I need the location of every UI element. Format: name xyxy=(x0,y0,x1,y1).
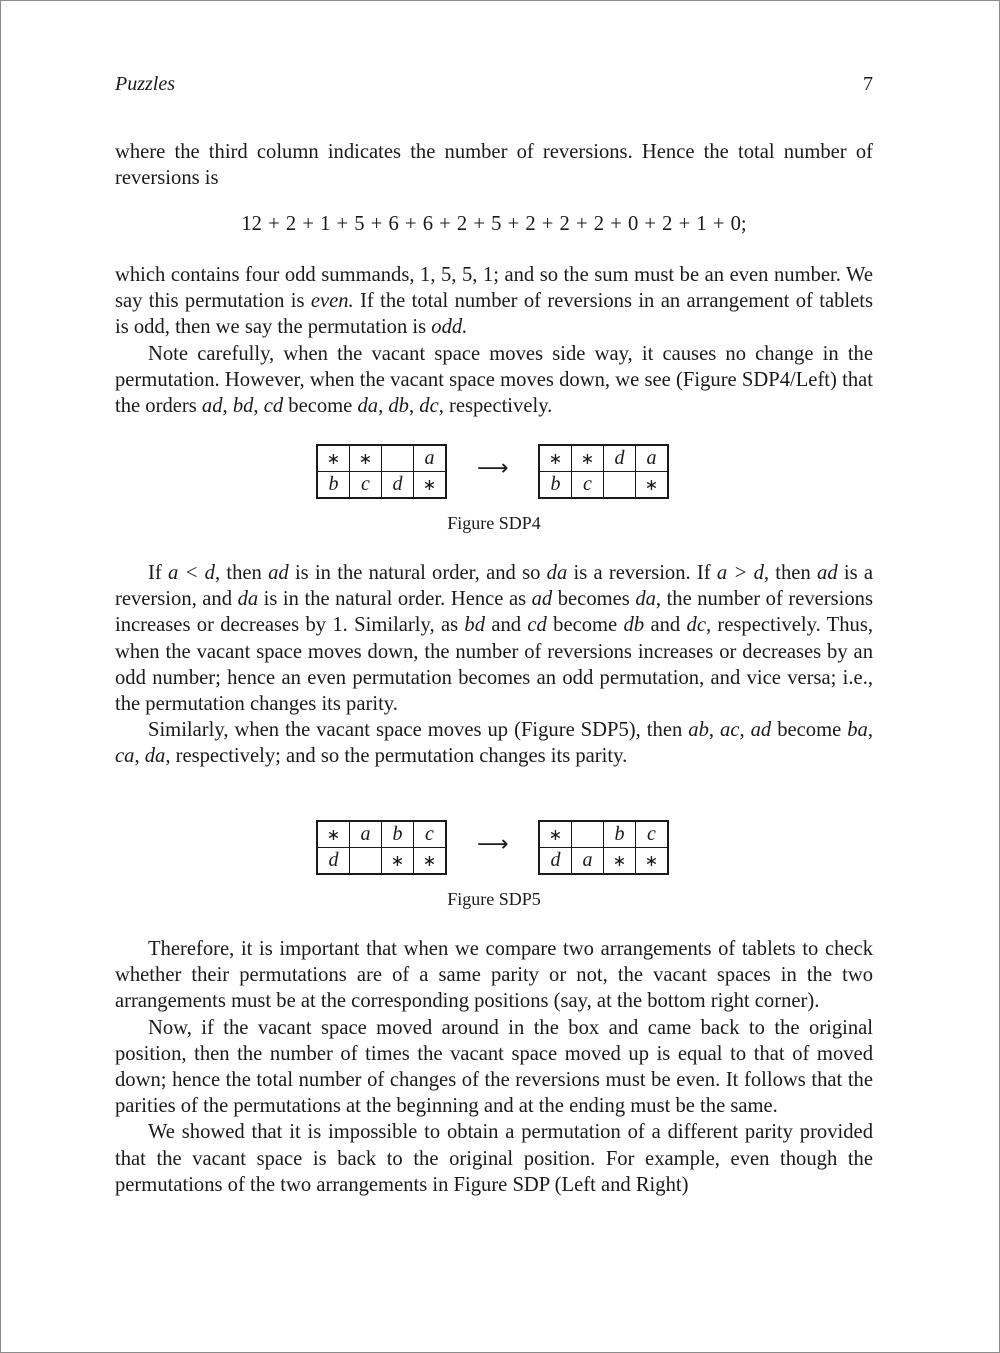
cell: c xyxy=(572,472,604,499)
cell: ∗ xyxy=(382,848,414,875)
paragraph-1 xyxy=(115,139,873,191)
right-arrow-icon: ⟶ xyxy=(477,832,509,857)
header-title: Puzzles xyxy=(115,73,175,95)
figure-sdp5-caption: Figure SDP5 xyxy=(447,889,541,909)
cell: ∗ xyxy=(350,445,382,472)
paragraph-7-text: Now, if the vacant space moved around in the box and came back to the original position, then the number of times the vacant space moved up is equal to that of moved down; hence the total number of changes of the reversions must be even. It follows that the parities of the permutations at the beginning and at the ending must be the same. xyxy=(115,1016,873,1118)
cell xyxy=(604,472,636,499)
cell xyxy=(572,821,604,848)
paragraph-1-text: where the third column indicates the number of reversions. Hence the total number of reversions is xyxy=(115,141,873,190)
paragraph-4 xyxy=(115,560,873,770)
cell xyxy=(382,445,414,472)
cell: ∗ xyxy=(317,821,350,848)
cell: d xyxy=(382,472,414,499)
paragraph-2-text: which contains four odd summands, 1, 5, 5, 1; and so the sum must be an even number. We say this permutation is even. If the total number of reversions in an arrangement of tablets is odd, then we say the permutation is odd. xyxy=(115,264,873,339)
figure-sdp5-right-grid xyxy=(538,820,669,875)
cell: b xyxy=(317,472,350,499)
paragraph-5-text: Similarly, when the vacant space moves up (Figure SDP5), then ab, ac, ad become ba, ca, da, respectively; and so the permutation changes its parity. xyxy=(115,719,873,768)
cell: ∗ xyxy=(539,445,572,472)
figure-sdp5-left-grid xyxy=(316,820,447,875)
figure-sdp4-right-grid xyxy=(538,444,669,499)
reversion-sum-equation: 12 + 2 + 1 + 5 + 6 + 6 + 2 + 5 + 2 + 2 + 2 + 0 + 2 + 1 + 0; xyxy=(241,213,747,235)
cell: d xyxy=(604,445,636,472)
cell: ∗ xyxy=(604,848,636,875)
cell: ∗ xyxy=(317,445,350,472)
cell: a xyxy=(414,445,447,472)
cell: ∗ xyxy=(572,445,604,472)
cell xyxy=(350,848,382,875)
cell: c xyxy=(414,821,447,848)
cell: c xyxy=(636,821,669,848)
figure-sdp4-left-grid xyxy=(316,444,447,499)
right-arrow-icon: ⟶ xyxy=(477,456,509,481)
cell: d xyxy=(539,848,572,875)
paragraph-8-text: We showed that it is impossible to obtain a permutation of a different parity provided that the vacant space is back to the original position. For example, even though the permutations of the two arrangements in Figure SDP (Left and Right) xyxy=(115,1121,873,1196)
cell: ∗ xyxy=(539,821,572,848)
cell: ∗ xyxy=(636,472,669,499)
cell: ∗ xyxy=(636,848,669,875)
paragraph-6-text: Therefore, it is important that when we compare two arrangements of tablets to check whether their permutations are of a same parity or not, the vacant spaces in the two arrangements must be at the corresponding positions (say, at the bottom right corner). xyxy=(115,938,873,1013)
cell: a xyxy=(636,445,669,472)
cell: a xyxy=(350,821,382,848)
paragraph-2 xyxy=(115,262,873,419)
cell: ∗ xyxy=(414,472,447,499)
paragraph-3-text: Note carefully, when the vacant space moves side way, it causes no change in the permutation. However, when the vacant space moves down, we see (Figure SDP4/Left) that the orders ad, bd, cd become da, db, dc, respectively. xyxy=(115,342,873,418)
cell: c xyxy=(350,472,382,499)
cell: d xyxy=(317,848,350,875)
cell: ∗ xyxy=(414,848,447,875)
paragraph-4-text: If a < d, then ad is in the natural order, and so da is a reversion. If a > d, then ad is a reversion, and da is in the natural order. Hence as ad becomes da, the number of reversions increases or decreases by 1. Similarly, as bd and cd become db and dc, respectively. Thus, when the vacant space moves down, the number of reversions increases or decreases by an odd number; hence an even permutation becomes an odd permutation, and vice versa; i.e., the permutation changes its parity. xyxy=(115,562,874,716)
figure-sdp4-caption: Figure SDP4 xyxy=(447,513,541,533)
cell: b xyxy=(382,821,414,848)
cell: b xyxy=(539,472,572,499)
paragraph-6 xyxy=(115,936,873,1198)
running-header xyxy=(115,73,873,99)
cell: b xyxy=(604,821,636,848)
cell: a xyxy=(572,848,604,875)
page-number: 7 xyxy=(863,73,873,95)
